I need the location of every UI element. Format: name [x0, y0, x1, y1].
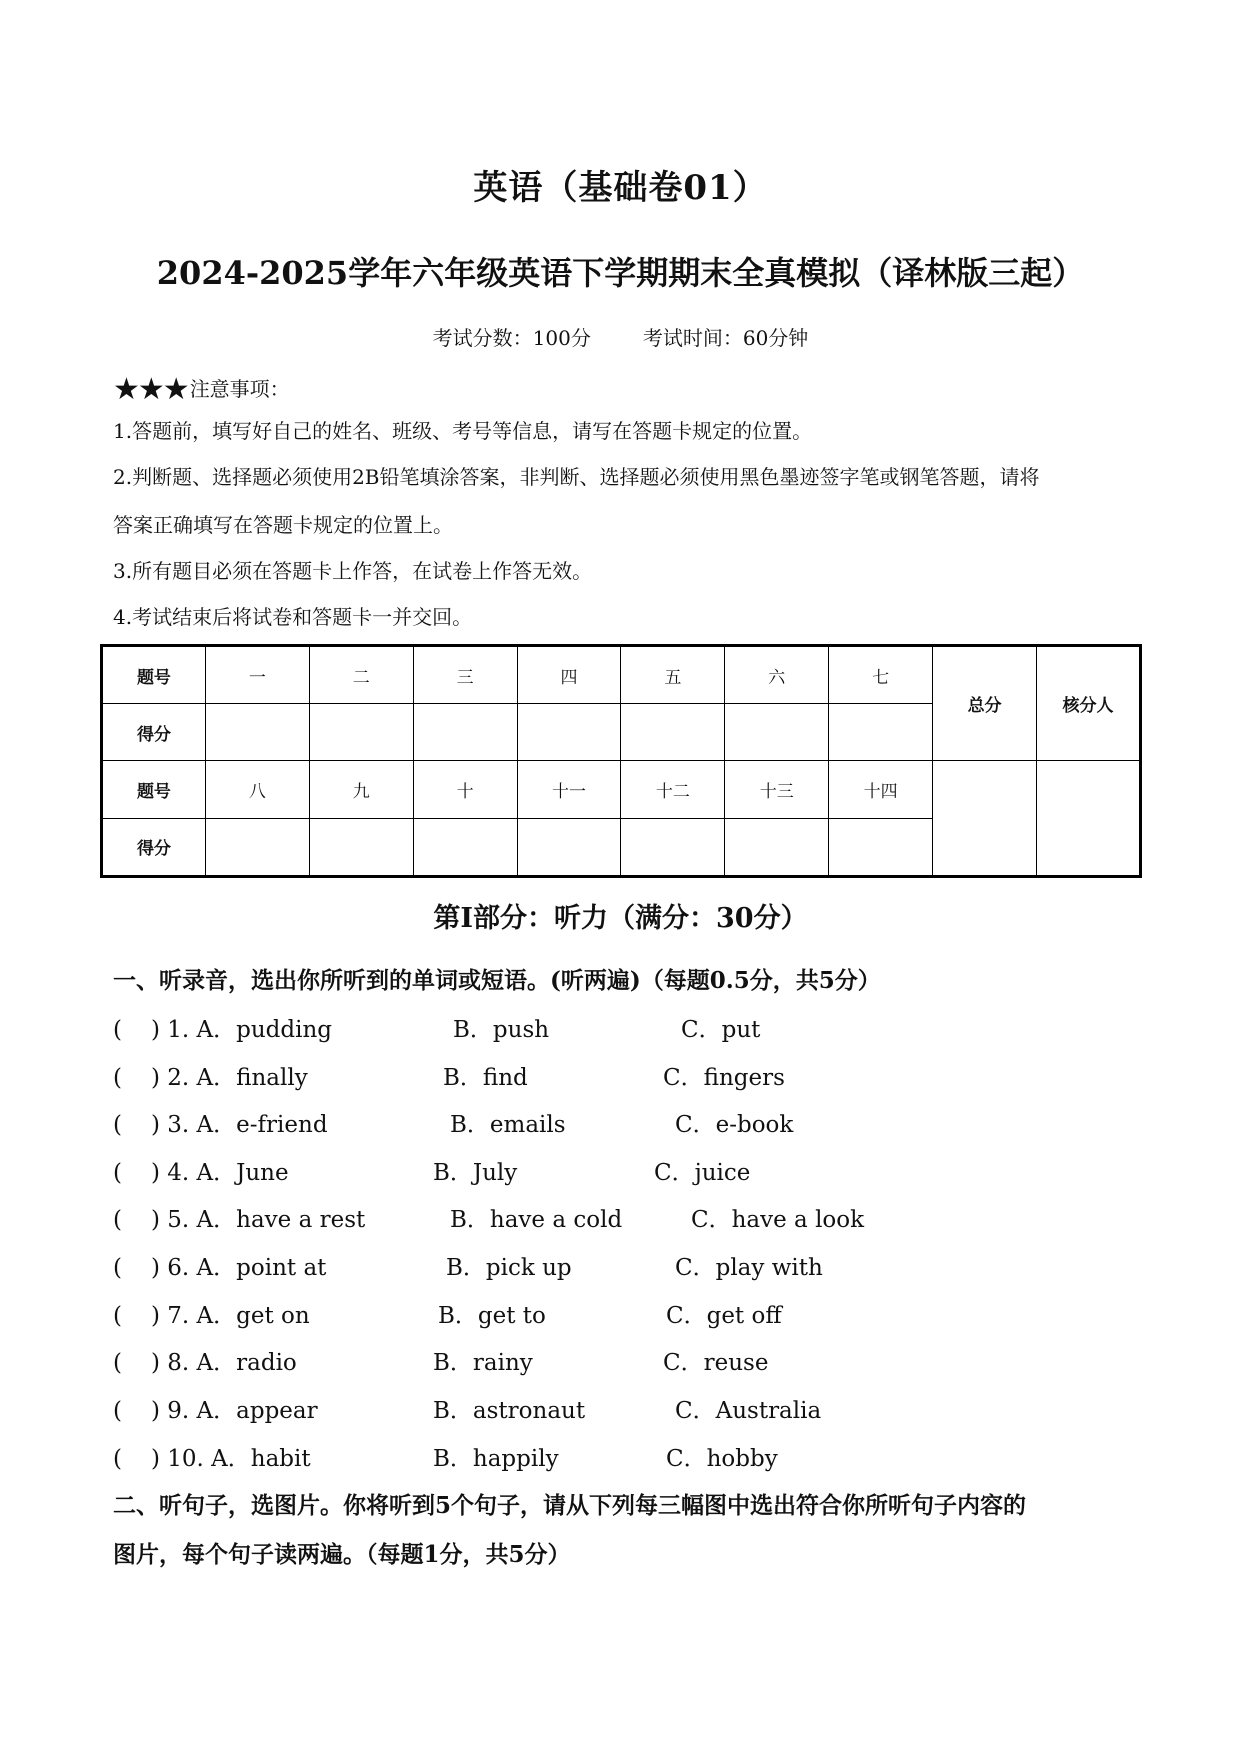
table-header-cell: 十二	[621, 761, 725, 818]
table-header-cell: 十一	[517, 761, 621, 818]
table-label-number: 题号	[102, 646, 206, 704]
score-table-row	[102, 646, 1141, 704]
score-cell[interactable]	[205, 704, 309, 761]
table-checker-header: 核分人	[1037, 646, 1141, 761]
option-b: B．astronaut	[433, 1398, 586, 1424]
answer-paren[interactable]: (	[113, 1160, 122, 1186]
table-header-cell: 九	[309, 761, 413, 818]
answer-paren[interactable]: (	[113, 1207, 122, 1233]
checker-cell[interactable]	[1037, 761, 1141, 877]
section-title: 一、听录音，选出你所听到的单词或短语。(听两遍)（每题0.5分，共5分）	[113, 967, 881, 994]
score-cell[interactable]	[517, 704, 621, 761]
answer-paren[interactable]: (	[113, 1065, 122, 1091]
score-table-row	[102, 761, 1141, 818]
exam-subtitle: 2024-2025学年六年级英语下学期期末全真模拟（译林版三起）	[156, 254, 1085, 292]
answer-paren[interactable]: (	[113, 1398, 122, 1424]
score-cell[interactable]	[725, 818, 829, 876]
option-c: C．hobby	[666, 1446, 778, 1472]
option-a: ) 9. A．appear	[151, 1398, 318, 1424]
option-a: ) 1. A．pudding	[151, 1017, 333, 1043]
exam-score-info: 考试分数：100分	[432, 326, 591, 350]
score-cell[interactable]	[309, 818, 413, 876]
answer-paren[interactable]: (	[113, 1017, 122, 1043]
table-total-header: 总分	[933, 646, 1037, 761]
note-item: 1.答题前，填写好自己的姓名、班级、考号等信息，请写在答题卡规定的位置。	[113, 419, 813, 443]
option-b: B．emails	[450, 1112, 566, 1138]
option-a: ) 5. A．have a rest	[151, 1207, 366, 1233]
score-cell[interactable]	[621, 704, 725, 761]
table-header-cell: 二	[309, 646, 413, 704]
option-b: B．get to	[438, 1303, 546, 1329]
notes-heading	[113, 372, 290, 407]
exam-time-info: 考试时间：60分钟	[642, 326, 809, 350]
answer-paren[interactable]: (	[113, 1350, 122, 1376]
score-cell[interactable]	[413, 704, 517, 761]
note-item: 2.判断题、选择题必须使用2B铅笔填涂答案，非判断、选择题必须使用黑色墨迹签字笔或钢笔答题，请将	[113, 465, 1040, 489]
table-label-score: 得分	[102, 818, 206, 876]
score-cell[interactable]	[621, 818, 725, 876]
exam-info	[0, 322, 1241, 351]
score-cell[interactable]	[205, 818, 309, 876]
score-cell[interactable]	[517, 818, 621, 876]
notes-heading-label: 注意事项：	[189, 377, 290, 401]
option-c: C．e-book	[675, 1112, 794, 1138]
option-a: ) 10. A．habit	[151, 1446, 311, 1472]
table-header-cell: 四	[517, 646, 621, 704]
option-b: B．find	[443, 1065, 528, 1091]
note-item: 4.考试结束后将试卷和答题卡一并交回。	[113, 605, 473, 629]
table-header-cell: 六	[725, 646, 829, 704]
score-cell[interactable]	[829, 704, 933, 761]
option-a: ) 6. A．point at	[151, 1255, 327, 1281]
option-c: C．put	[681, 1017, 761, 1043]
score-table	[100, 644, 1142, 878]
option-b: B．push	[453, 1017, 550, 1043]
option-a: ) 3. A．e-friend	[151, 1112, 328, 1138]
option-c: C．Australia	[675, 1398, 822, 1424]
table-header-cell: 十四	[829, 761, 933, 818]
exam-title: 英语（基础卷01）	[473, 168, 768, 208]
note-item: 3.所有题目必须在答题卡上作答，在试卷上作答无效。	[113, 559, 593, 583]
answer-paren[interactable]: (	[113, 1446, 122, 1472]
star-icon: ★★★	[113, 372, 188, 407]
table-header-cell: 十三	[725, 761, 829, 818]
score-cell[interactable]	[309, 704, 413, 761]
table-header-cell: 七	[829, 646, 933, 704]
answer-paren[interactable]: (	[113, 1303, 122, 1329]
table-label-score: 得分	[102, 704, 206, 761]
option-a: ) 8. A．radio	[151, 1350, 297, 1376]
table-label-number: 题号	[102, 761, 206, 818]
option-b: B．July	[433, 1160, 518, 1186]
option-a: ) 2. A．finally	[151, 1065, 308, 1091]
option-a: ) 4. A．June	[151, 1160, 289, 1186]
table-header-cell: 三	[413, 646, 517, 704]
score-cell[interactable]	[413, 818, 517, 876]
option-b: B．pick up	[446, 1255, 572, 1281]
section-title: 图片，每个句子读两遍。（每题1分，共5分）	[113, 1541, 571, 1568]
option-b: B．happily	[433, 1446, 559, 1472]
option-c: C．reuse	[663, 1350, 769, 1376]
score-cell[interactable]	[725, 704, 829, 761]
option-a: ) 7. A．get on	[151, 1303, 310, 1329]
option-c: C．have a look	[691, 1207, 865, 1233]
table-header-cell: 一	[205, 646, 309, 704]
option-c: C．fingers	[663, 1065, 785, 1091]
table-header-cell: 五	[621, 646, 725, 704]
answer-paren[interactable]: (	[113, 1112, 122, 1138]
option-c: C．get off	[666, 1303, 782, 1329]
option-c: C．juice	[654, 1160, 751, 1186]
score-cell[interactable]	[829, 818, 933, 876]
section-title: 二、听句子，选图片。你将听到5个句子，请从下列每三幅图中选出符合你所听句子内容的	[113, 1492, 1027, 1519]
option-b: B．have a cold	[450, 1207, 623, 1233]
option-c: C．play with	[675, 1255, 823, 1281]
part-title: 第Ⅰ部分：听力（满分：30分）	[433, 903, 808, 934]
total-score-cell[interactable]	[933, 761, 1037, 877]
table-header-cell: 十	[413, 761, 517, 818]
table-header-cell: 八	[205, 761, 309, 818]
option-b: B．rainy	[433, 1350, 533, 1376]
note-item: 答案正确填写在答题卡规定的位置上。	[113, 513, 453, 537]
answer-paren[interactable]: (	[113, 1255, 122, 1281]
